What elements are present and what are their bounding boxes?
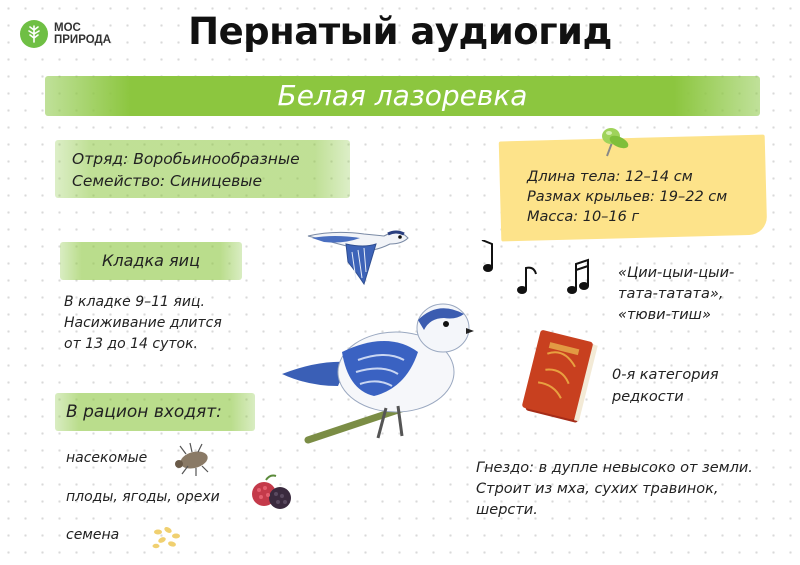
song-line2: тата-тататa», [618,286,724,302]
song-text [618,263,734,326]
length-text: Длина тела: 12–14 см [527,169,693,185]
tree-icon [20,20,48,48]
flying-bird-illustration [304,222,414,296]
nest-text [476,458,753,521]
page-title: Пернатый аудиогид [188,10,612,53]
taxonomy [72,148,300,192]
nest-line2: Строит из мха, сухих травинок, [476,481,719,497]
clutch-line1: В кладке 9–11 яиц. [64,294,205,310]
order-text: Отряд: Воробьинообразные [72,150,300,168]
nest-line3: шерсти. [476,502,538,518]
blue-tit-illustration [278,290,478,454]
diet-heading: В рацион входят: [66,402,222,422]
diet-item-insects: насекомые [66,450,148,466]
beetle-icon [170,440,216,482]
pushpin-icon [597,122,637,170]
logo-line1: МОС [54,22,81,34]
song-line1: «Ции-цыи-цыи- [618,265,735,281]
song-line3: «тюви-тиш» [618,307,711,323]
berries-icon [248,470,296,518]
dimensions [527,167,727,227]
clutch-line3: от 13 до 14 суток. [64,336,199,352]
rarity-line1: 0-я категория [612,367,719,383]
wingspan-text: Размах крыльев: 19–22 см [527,189,728,205]
diet-item-seeds: семена [66,527,120,543]
diet-item-fruits: плоды, ягоды, орехи [66,489,220,505]
clutch-text [64,292,222,355]
logo-line2: ПРИРОДА [54,34,112,46]
music-notes-icon [476,240,606,314]
logo [20,20,111,48]
rarity-text [612,364,719,408]
red-book-icon [512,327,604,431]
rarity-line2: редкости [612,389,684,405]
mass-text: Масса: 10–16 г [527,209,640,225]
seeds-icon [150,522,184,556]
nest-line1: Гнездо: в дупле невысоко от земли. [476,460,753,476]
family-text: Семейство: Синицевые [72,172,263,190]
species-name: Белая лазоревка [277,79,528,112]
clutch-line2: Насиживание длится [64,315,222,331]
clutch-heading: Кладка яиц [102,251,200,270]
